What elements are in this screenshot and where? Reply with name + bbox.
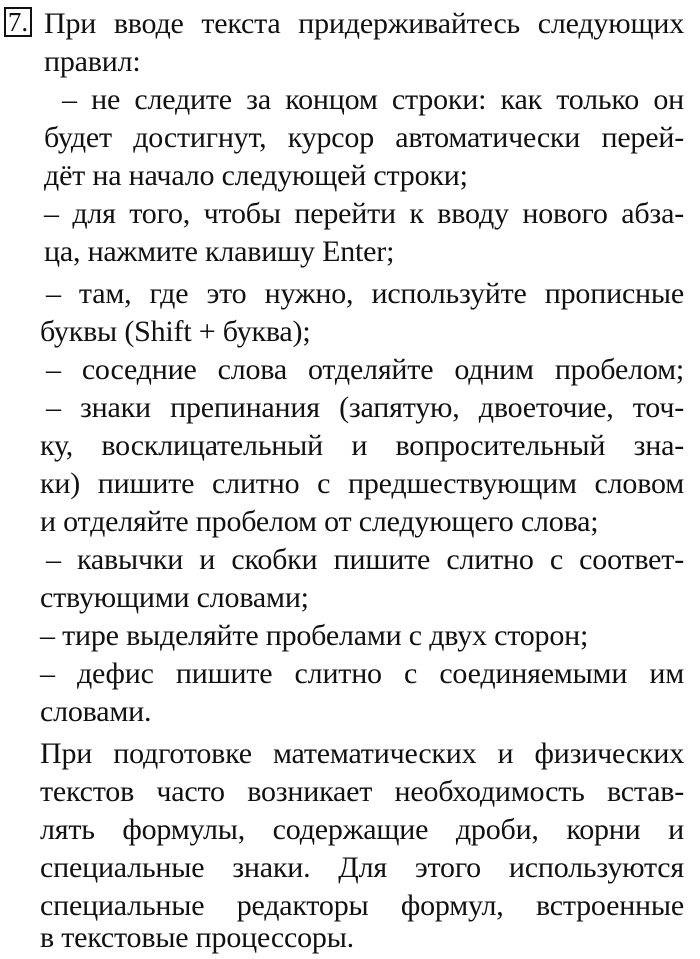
rule-line-hyphen-1: – дефис пишите слитно с соединяемыми им — [40, 657, 684, 690]
formula-paragraph-line-6: в текстовые процессоры. — [40, 921, 354, 954]
rule-line-quotes-2: ствующими словами; — [40, 581, 309, 614]
rule-line-capitals-1: – там, где это нужно, используйте прописные — [46, 277, 684, 310]
rule-line-capitals-2: буквы (Shift + буква); — [40, 315, 311, 348]
rule-line-end-of-line-3: дёт на начало следующей строки; — [44, 159, 468, 192]
rule-line-spaces-1: – соседние слова отделяйте одним пробелом; — [46, 353, 684, 386]
rule-line-hyphen-2: словами. — [40, 695, 152, 728]
rule-line-end-of-line-2: будет достигнут, курсор автоматически перей- — [44, 121, 684, 154]
rule-line-enter-1: – для того, чтобы перейти к вводу нового абза- — [44, 197, 684, 230]
rule-line-dash: – тире выделяйте пробелами с двух сторон; — [40, 619, 589, 652]
rule-line-punctuation-4: и отделяйте пробелом от следующего слова; — [40, 505, 599, 538]
rule-line-quotes-1: – кавычки и скобки пишите слитно с соответ- — [46, 543, 684, 576]
formula-paragraph-line-3: лять формулы, содержащие дроби, корни и — [40, 813, 684, 846]
formula-paragraph-line-5: специальные редакторы формул, встроенные — [40, 889, 684, 922]
rule-line-punctuation-1: – знаки препинания (запятую, двоеточие, точ- — [46, 391, 684, 424]
formula-paragraph-line-4: специальные знаки. Для этого используются — [40, 851, 684, 884]
rule-line-enter-2: ца, нажмите клавишу Enter; — [44, 235, 395, 268]
formula-paragraph-line-2: текстов часто возникает необходимость встав- — [40, 775, 684, 808]
rule-line-punctuation-2: ку, восклицательный и вопросительный зна- — [40, 429, 684, 462]
intro-line-1: При вводе текста придерживайтесь следующих — [44, 7, 684, 40]
task-number-box: 7. — [4, 7, 32, 37]
formula-paragraph-line-1: При подготовке математических и физических — [40, 737, 684, 770]
intro-line-2: правил: — [44, 45, 141, 78]
rule-line-end-of-line-1: – не следите за концом строки: как только он — [62, 83, 684, 116]
rule-line-punctuation-3: ки) пишите слитно с предшествующим словом — [40, 467, 684, 500]
